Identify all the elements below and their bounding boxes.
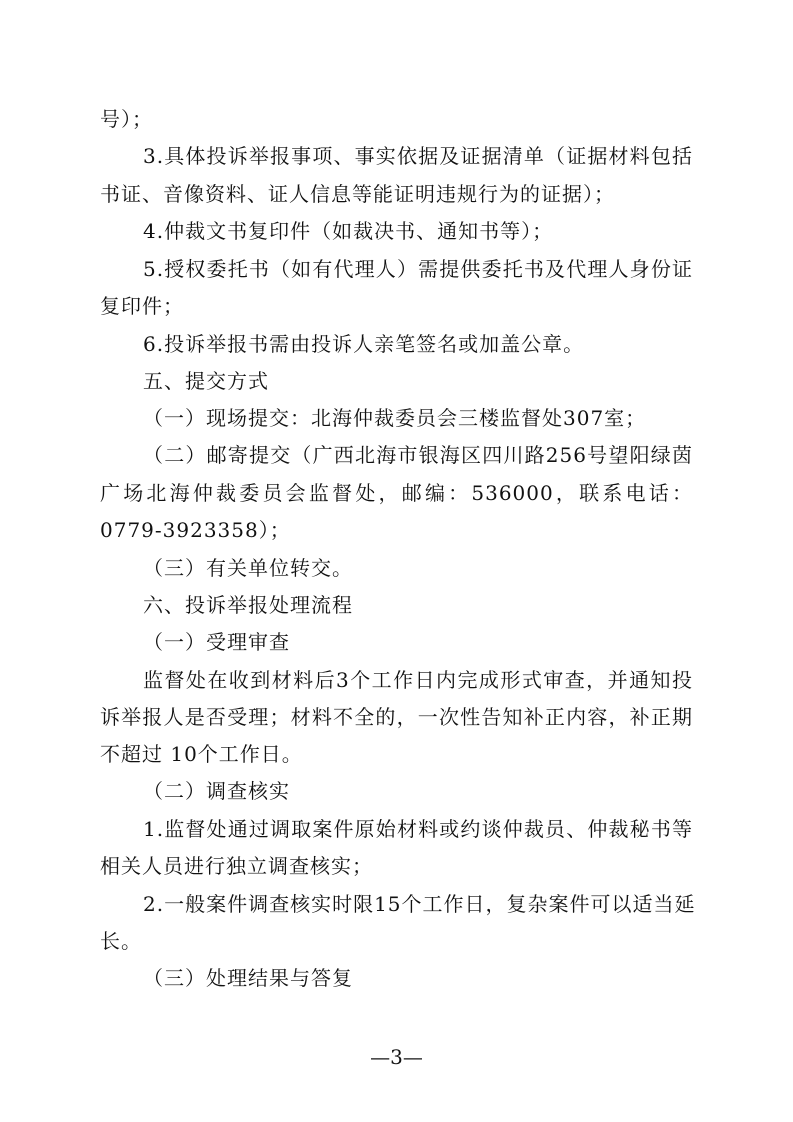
text-line: （三）有关单位转交。 [143,556,353,580]
text-line: 监督处在收到材料后3个工作日内完成形式审查，并通知投 [143,668,693,692]
text-line: 复印件； [100,294,184,318]
text-line: 诉举报人是否受理；材料不全的，一次性告知补正内容，补正期 [100,705,693,729]
text-line: 0779-3923358）； [100,518,291,542]
subsection-heading: （三）处理结果与答复 [143,966,353,990]
text-line: 广场北海仲裁委员会监督处，邮编：536000，联系电话： [100,481,693,505]
text-line: 不超过 10个工作日。 [100,742,303,766]
text-line: 长。 [100,929,142,953]
section-heading: 六、投诉举报处理流程 [143,593,353,617]
section-heading: 五、提交方式 [143,369,269,393]
text-line: 5.授权委托书（如有代理人）需提供委托书及代理人身份证 [143,257,693,281]
text-line: 相关人员进行独立调查核实； [100,854,373,878]
text-line: 号）； [100,107,153,131]
text-line: （二）邮寄提交（广西北海市银海区四川路256号望阳绿茵 [143,443,693,467]
subsection-heading: （一）受理审查 [143,630,290,654]
page-number: —3— [370,1045,423,1069]
subsection-heading: （二）调查核实 [143,779,290,803]
text-line: 书证、音像资料、证人信息等能证明违规行为的证据）； [100,182,615,206]
text-line: 6.投诉举报书需由投诉人亲笔签名或加盖公章。 [143,332,585,356]
text-line: 2.一般案件调查核实时限15个工作日，复杂案件可以适当延 [143,892,696,916]
text-line: 4.仲裁文书复印件（如裁决书、通知书等）； [143,219,554,243]
text-line: （一）现场提交：北海仲裁委员会三楼监督处307室； [143,406,647,430]
text-line: 3.具体投诉举报事项、事实依据及证据清单（证据材料包括 [143,144,693,168]
text-line: 1.监督处通过调取案件原始材料或约谈仲裁员、仲裁秘书等 [143,817,693,841]
